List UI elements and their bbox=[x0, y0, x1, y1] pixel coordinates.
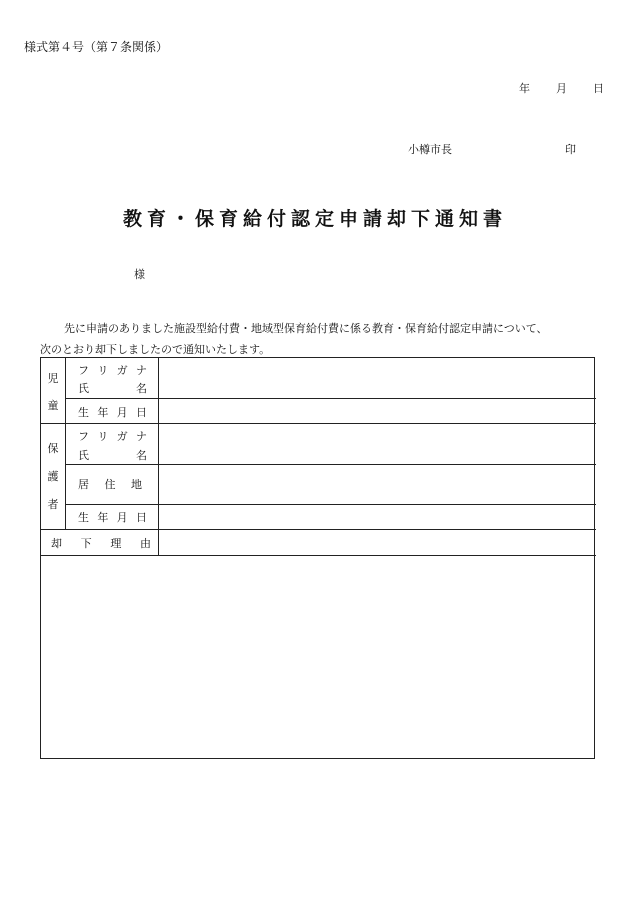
child-birthdate-field[interactable] bbox=[159, 399, 595, 423]
label-char: ナ bbox=[135, 364, 147, 377]
group-char: 護 bbox=[47, 470, 59, 483]
label-char: 居 bbox=[78, 478, 89, 491]
page-title: 教育・保育給付認定申請却下通知書 bbox=[122, 208, 507, 230]
group-char: 者 bbox=[47, 498, 59, 511]
label-char: リ bbox=[97, 364, 109, 377]
body-text-line-1: 先に申請のありました施設型給付費・地域型保育給付費に係る教育・保育給付認定申請について、 bbox=[64, 322, 548, 335]
month-label: 月 bbox=[556, 82, 567, 95]
issuer-name: 小樽市長 bbox=[408, 143, 452, 156]
label-char: ナ bbox=[135, 430, 147, 443]
guardian-address-field[interactable] bbox=[159, 465, 595, 504]
rule-group-column bbox=[65, 358, 66, 529]
guardian-furigana-label bbox=[78, 428, 147, 444]
rejection-reason-header-field[interactable] bbox=[159, 530, 595, 555]
label-char: 生 bbox=[78, 406, 89, 419]
child-birthdate-label bbox=[78, 404, 147, 420]
year-label: 年 bbox=[519, 82, 530, 95]
label-char: ガ bbox=[116, 430, 128, 443]
label-char: 月 bbox=[116, 406, 128, 419]
date-line bbox=[519, 80, 604, 96]
group-char: 児 bbox=[47, 371, 59, 385]
label-char: 氏 bbox=[78, 382, 89, 395]
label-char: 年 bbox=[97, 406, 109, 419]
label-char: 名 bbox=[136, 449, 147, 462]
guardian-birthdate-field[interactable] bbox=[159, 505, 595, 529]
label-char: リ bbox=[97, 430, 109, 443]
guardian-group-label bbox=[41, 434, 65, 518]
child-name-field[interactable] bbox=[159, 358, 595, 398]
child-furigana-label bbox=[78, 362, 147, 378]
label-char: 氏 bbox=[78, 449, 89, 462]
label-char: 下 bbox=[80, 537, 92, 550]
group-char: 保 bbox=[47, 442, 59, 455]
guardian-name-field[interactable] bbox=[159, 424, 595, 464]
label-char: 年 bbox=[97, 511, 109, 524]
guardian-name-label bbox=[78, 447, 147, 463]
form-number: 様式第４号（第７条関係） bbox=[24, 40, 169, 54]
addressee-honorific: 様 bbox=[134, 268, 145, 281]
rejection-reason-field[interactable] bbox=[41, 556, 595, 759]
body-text-line-2: 次のとおり却下しましたので通知いたします。 bbox=[40, 343, 271, 356]
label-char: フ bbox=[78, 430, 89, 443]
label-char: 理 bbox=[110, 537, 122, 550]
label-char: 住 bbox=[104, 478, 116, 491]
label-char: 生 bbox=[78, 511, 89, 524]
label-char: 月 bbox=[116, 511, 128, 524]
guardian-birthdate-label bbox=[78, 509, 147, 525]
label-char: 名 bbox=[136, 382, 147, 395]
guardian-address-label bbox=[78, 476, 142, 492]
rejection-reason-label bbox=[51, 535, 151, 551]
day-label: 日 bbox=[593, 82, 604, 95]
seal-mark: 印 bbox=[565, 143, 576, 156]
label-char: ガ bbox=[116, 364, 128, 377]
issuer-line bbox=[408, 141, 576, 157]
notice-form-table bbox=[40, 357, 595, 759]
group-char: 童 bbox=[47, 398, 59, 412]
label-char: 由 bbox=[139, 537, 151, 550]
label-char: 却 bbox=[51, 537, 62, 550]
child-name-label bbox=[78, 380, 147, 396]
label-char: 地 bbox=[131, 478, 142, 491]
label-char: 日 bbox=[135, 511, 147, 524]
child-group-label bbox=[41, 364, 65, 418]
label-char: フ bbox=[78, 364, 89, 377]
label-char: 日 bbox=[135, 406, 147, 419]
